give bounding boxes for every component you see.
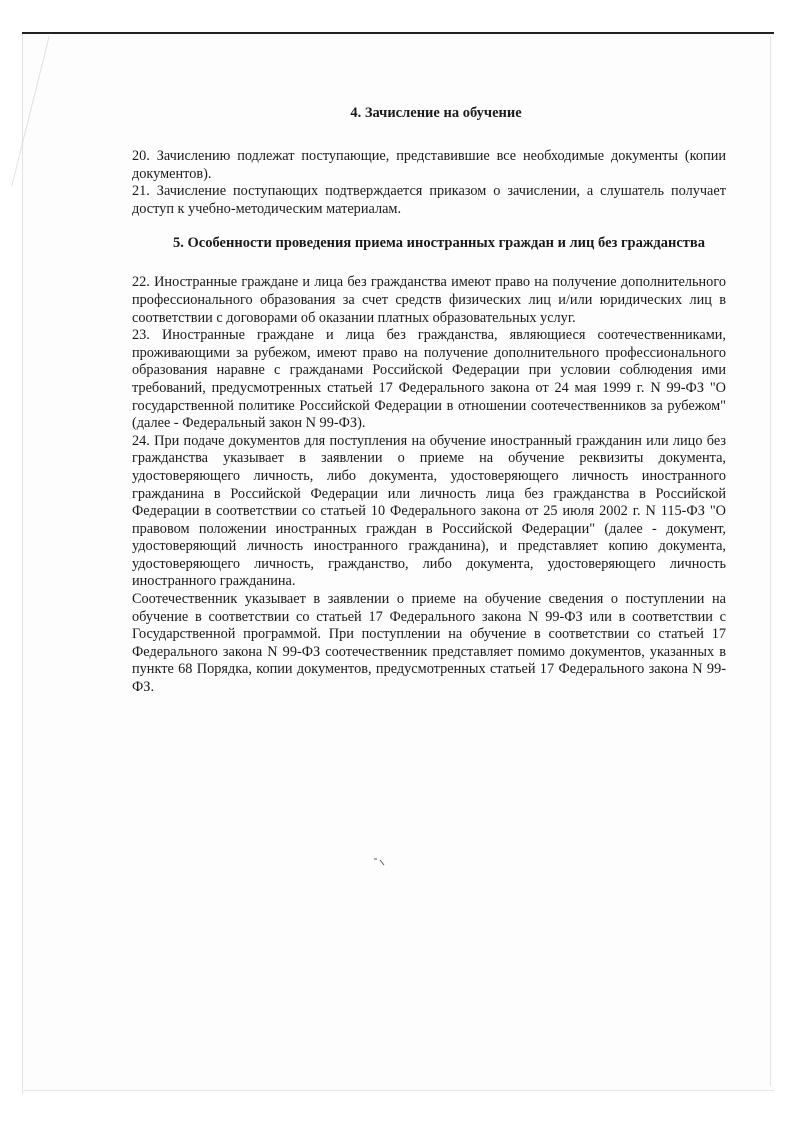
clause-24: 24. При подаче документов для поступления на обучение иностранный гражданин или лицо без гражданства указывает в заявлении о приеме на обучение реквизиты документа, удостоверяющего личность, либо документа, удостоверяющего личность иностранного гражданина в Российской Федерации или личность лица без гражданства в Российской Федерации в соответствии со статьей 10 Федерального закона от 25 июля 2002 г. N 115-ФЗ "О правовом положении иностранных граждан в Российской Федерации" (далее - документ, удостоверяющий личность иностранного гражданина), и представляет копию документа, удостоверяющего личность, гражданство, либо документа, удостоверяющего личность иностранного гражданина. — [132, 432, 726, 590]
clause-23: 23. Иностранные граждане и лица без гражданства, являющиеся соотечественниками, проживающими за рубежом, имеют право на получение дополнительного профессионального образования наравне с гражданами Российской Федерации при условии соблюдения ими требований, предусмотренных статьей 17 Федерального закона от 24 мая 1999 г. N 99-ФЗ "О государственной политике Российской Федерации в отношении соотечественников за рубежом" (далее - Федеральный закон N 99-ФЗ). — [132, 327, 726, 432]
clause-22: 22. Иностранные граждане и лица без гражданства имеют право на получение дополнительного профессионального образования за счет средств физических лиц и/или юридических лиц в соответствии с договорами об оказании платных образовательных услуг. — [132, 274, 726, 326]
scan-speck — [372, 856, 388, 868]
compatriot-paragraph: Соотечественник указывает в заявлении о приеме на обучение сведения о поступлении на обучение в соответствии со статьей 17 Федерального закона N 99-ФЗ или в соответствии с Государственной программой. При поступлении на обучение в соответствии со статьей 17 Федерального закона N 99-ФЗ соотечественник представляет помимо документов, указанных в пункте 68 Порядка, копии документов, предусмотренных статьей 17 Федерального закона N 99-ФЗ. — [132, 591, 726, 696]
section-4-heading: 4. Зачисление на обучение — [350, 105, 522, 121]
clause-20: 20. Зачислению подлежат поступающие, представившие все необходимые документы (копии документов). — [132, 148, 726, 182]
page-bottom-edge — [22, 1090, 774, 1091]
clause-21: 21. Зачисление поступающих подтверждается приказом о зачислении, а слушатель получает доступ к учебно-методическим материалам. — [132, 183, 726, 217]
page-right-edge — [770, 36, 771, 1086]
section-5-heading: 5. Особенности проведения приема иностранных граждан и лиц без гражданства — [173, 235, 705, 252]
document-body — [132, 104, 726, 697]
